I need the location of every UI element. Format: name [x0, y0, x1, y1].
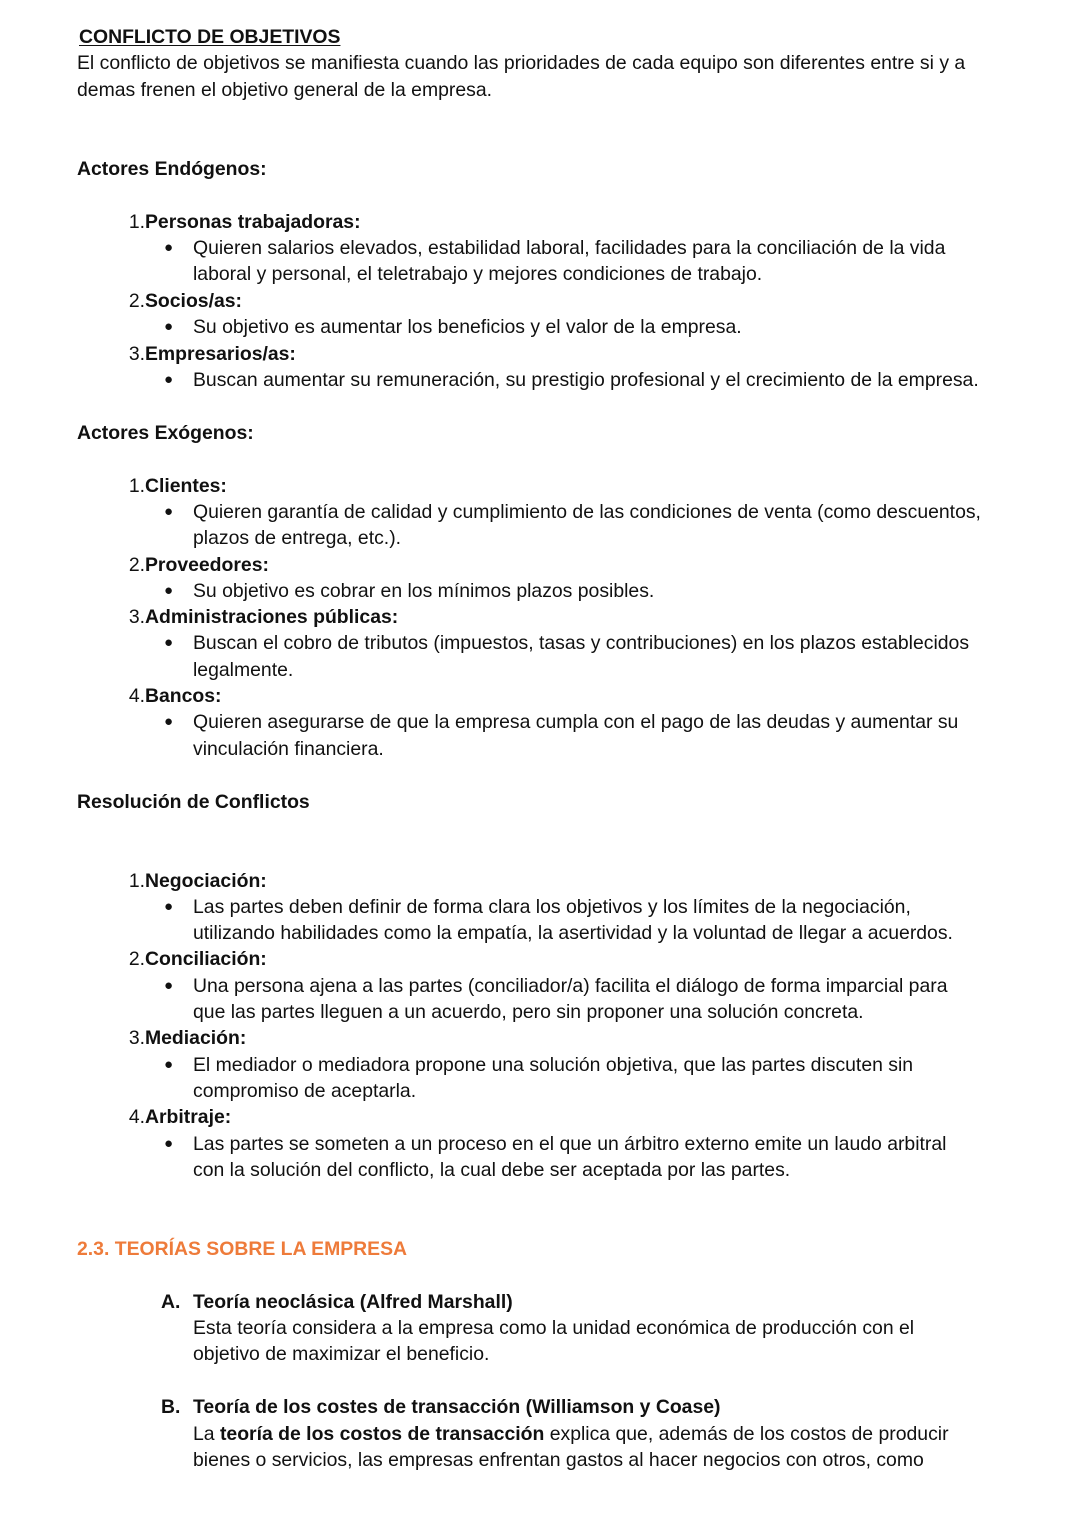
list-number: 2. [128, 554, 145, 576]
list-item-label: Mediación: [145, 1027, 247, 1049]
list-item-text: Una persona ajena a las partes (conciliador/a) facilita el diálogo de forma imparcial para [193, 975, 948, 997]
list-item-text: Las partes se someten a un proceso en el que un árbitro externo emite un laudo arbitral [193, 1133, 947, 1155]
list-number: 3. [128, 606, 145, 628]
theory-text: objetivo de maximizar el beneficio. [193, 1343, 490, 1365]
list-item-label: Negociación: [145, 870, 267, 892]
list-item-label: Bancos: [145, 685, 222, 707]
list-item-text: Buscan el cobro de tributos (impuestos, tasas y contribuciones) en los plazos establecidos [193, 632, 970, 654]
list-letter: B. [161, 1396, 181, 1418]
list-item-text: compromiso de aceptarla. [193, 1080, 417, 1102]
heading-actores-endogenos: Actores Endógenos: [77, 158, 267, 180]
theory-text-bold: teoría de los costos de transacción [219, 1423, 545, 1445]
list-item-text: Las partes deben definir de forma clara los objetivos y los límites de la negociación, [193, 896, 911, 918]
list-number: 4. [128, 685, 145, 707]
list-item-label: Conciliación: [145, 948, 267, 970]
list-item-text: Su objetivo es cobrar en los mínimos plazos posibles. [193, 580, 655, 602]
list-item-text: legalmente. [193, 659, 294, 681]
list-item-text: laboral y personal, el teletrabajo y mejores condiciones de trabajo. [193, 263, 763, 285]
list-item-text: con la solución del conflicto, la cual debe ser aceptada por las partes. [193, 1159, 791, 1181]
list-item-text: Buscan aumentar su remuneración, su prestigio profesional y el crecimiento de la empresa. [193, 369, 979, 391]
list-item-label: Clientes: [145, 475, 227, 497]
section-title-conflicto: CONFLICTO DE OBJETIVOS [79, 26, 341, 48]
bullet-icon: ● [164, 239, 174, 256]
list-item-label: Empresarios/as: [145, 343, 296, 365]
list-letter: A. [161, 1291, 181, 1313]
list-number: 3. [128, 343, 145, 365]
list-item-text: Quieren salarios elevados, estabilidad laboral, facilidades para la conciliación de la vida [193, 237, 946, 259]
theory-text-pre: La [193, 1423, 220, 1445]
bullet-icon: ● [164, 634, 174, 651]
bullet-icon: ● [164, 1056, 174, 1073]
theory-text [193, 1421, 949, 1447]
theory-text: bienes o servicios, las empresas enfrentan gastos al hacer negocios con otros, como [193, 1449, 924, 1471]
list-number: 2. [128, 290, 145, 312]
theory-text-post: explica que, además de los costos de producir [544, 1423, 949, 1445]
list-number: 1. [128, 870, 145, 892]
theory-text: Esta teoría considera a la empresa como la unidad económica de producción con el [193, 1317, 915, 1339]
theory-title-neoclasica: Teoría neoclásica (Alfred Marshall) [193, 1291, 513, 1313]
bullet-icon: ● [164, 1135, 174, 1152]
theory-title-costes-transaccion: Teoría de los costes de transacción (Williamson y Coase) [193, 1396, 721, 1418]
bullet-icon: ● [164, 371, 174, 388]
intro-line-2: demas frenen el objetivo general de la empresa. [77, 79, 492, 101]
list-number: 1. [128, 211, 145, 233]
list-number: 2. [128, 948, 145, 970]
list-item-text: que las partes lleguen a un acuerdo, pero sin proponer una solución concreta. [193, 1001, 864, 1023]
bullet-icon: ● [164, 977, 174, 994]
intro-line-1: El conflicto de objetivos se manifiesta cuando las prioridades de cada equipo son diferentes entre si y a [77, 52, 966, 74]
list-item-label: Socios/as: [145, 290, 242, 312]
list-item-text: El mediador o mediadora propone una solución objetiva, que las partes discuten sin [193, 1054, 914, 1076]
heading-actores-exogenos: Actores Exógenos: [77, 422, 254, 444]
list-item-text: Su objetivo es aumentar los beneficios y el valor de la empresa. [193, 316, 742, 338]
list-item-label: Arbitraje: [145, 1106, 232, 1128]
bullet-icon: ● [164, 898, 174, 915]
bullet-icon: ● [164, 713, 174, 730]
list-item-label: Administraciones públicas: [145, 606, 399, 628]
list-item-text: plazos de entrega, etc.). [193, 527, 402, 549]
bullet-icon: ● [164, 503, 174, 520]
list-item-label: Proveedores: [145, 554, 269, 576]
list-item-label: Personas trabajadoras: [145, 211, 361, 233]
list-item-text: utilizando habilidades como la empatía, la asertividad y la voluntad de llegar a acuerdos. [193, 922, 953, 944]
bullet-icon: ● [164, 582, 174, 599]
list-item-text: Quieren garantía de calidad y cumplimiento de las condiciones de venta (como descuentos, [193, 501, 981, 523]
list-item-text: Quieren asegurarse de que la empresa cumpla con el pago de las deudas y aumentar su [193, 711, 959, 733]
list-number: 3. [128, 1027, 145, 1049]
bullet-icon: ● [164, 318, 174, 335]
list-item-text: vinculación financiera. [193, 738, 384, 760]
section-heading-teorias: 2.3. TEORÍAS SOBRE LA EMPRESA [77, 1238, 408, 1260]
list-number: 4. [128, 1106, 145, 1128]
heading-resolucion-conflictos: Resolución de Conflictos [77, 791, 310, 813]
list-number: 1. [128, 475, 145, 497]
